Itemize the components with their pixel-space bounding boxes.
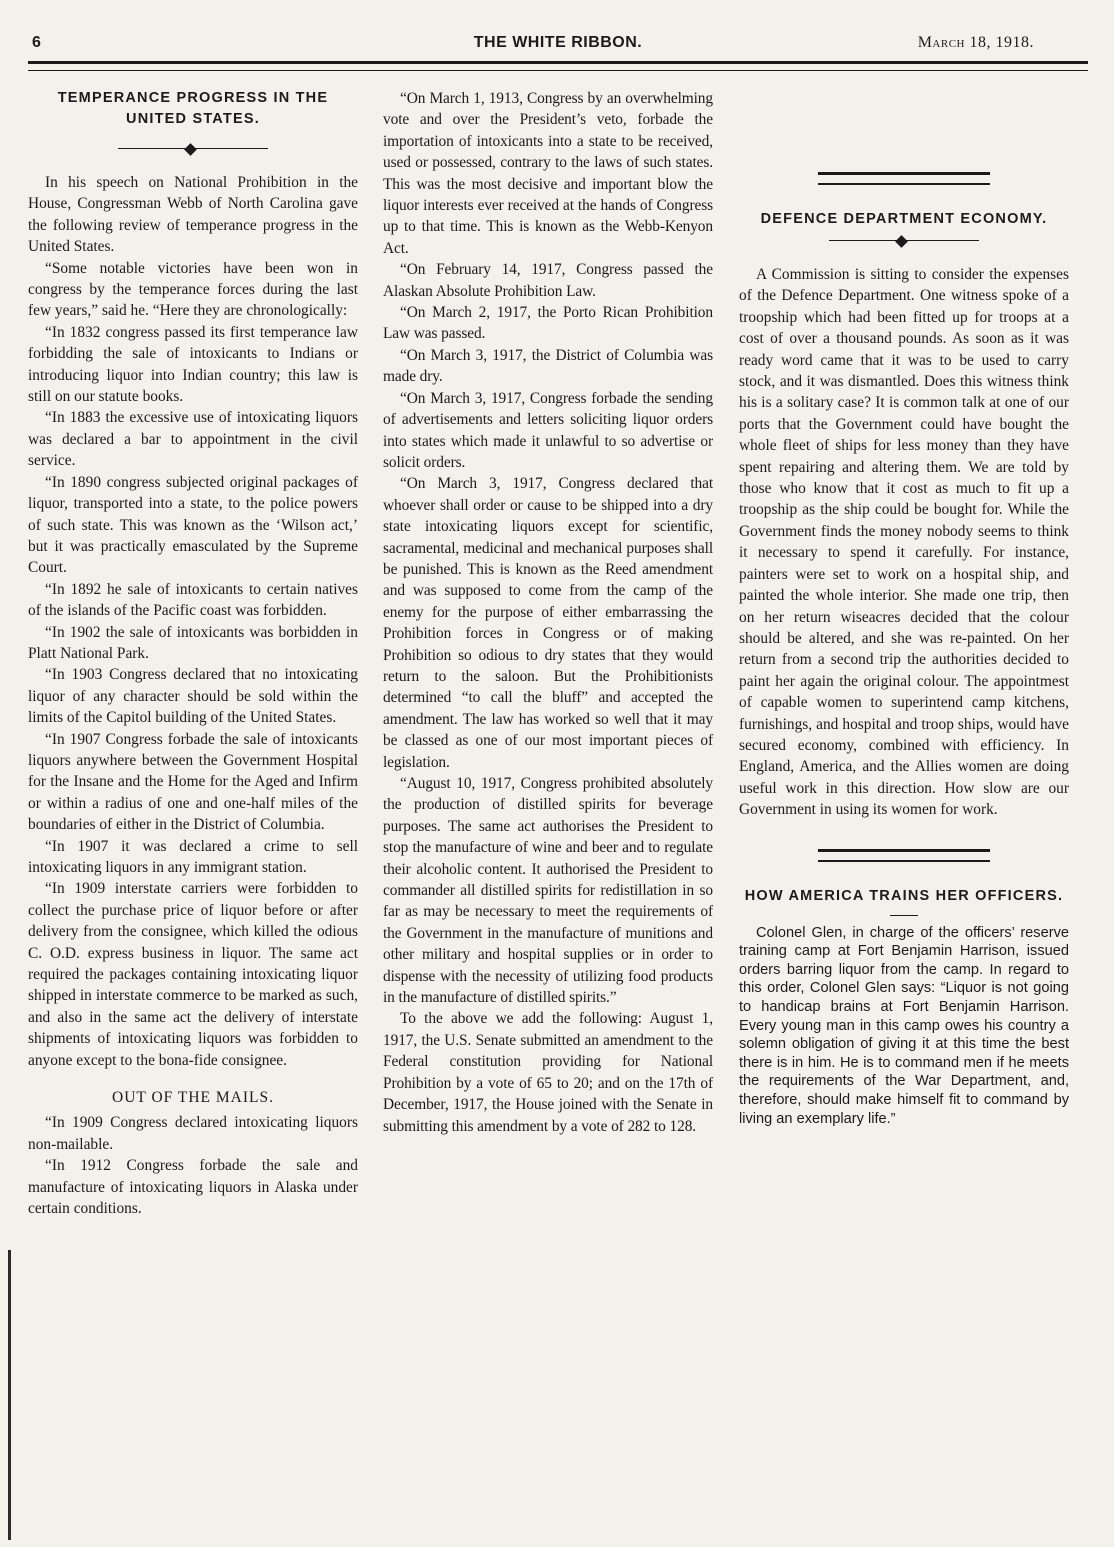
section-separator [818, 849, 990, 862]
paper-name: THE WHITE RIBBON. [473, 34, 643, 51]
column-1 [28, 88, 358, 1220]
paragraph: Colonel Glen, in charge of the officers’ reserve training camp at Fort Benjamin Harrison, issued orders barring liquor from the camp. In regard to this order, Colonel Glen says: “Liquor is not going to handicap brains at Fort Benjamin Harrison. Every young man in this camp owes his country a solemn obligation of giving it at this time the best there is in him. He is to command men if he meets the requirements of the War Department, and, therefore, should make himself fit to command by living an exemplary life.” [739, 924, 1069, 1127]
paragraph: “In 1907 it was declared a crime to sell intoxicating liquors in any immigrant station. [28, 837, 358, 876]
article-title-temperance: TEMPERANCE PROGRESS IN THE UNITED STATES. [57, 90, 329, 127]
paragraph: “In 1909 interstate carriers were forbidden to collect the purchase price of liquor before or after delivery from the consignee, which killed the odious C. O.D. express business in liquor. The same act required the packages containing intoxicating liquor shipped in interstate commerce to be marked as such, and also in the same act the delivery of interstate shipments of intoxicating liquors was forbidden to anyone except to the bona-fide consignee. [28, 880, 358, 1069]
paragraph: “In 1832 congress passed its first temperance law forbidding the sale of intoxicants to Indians or introducing liquor into Indian country; this law is still on our statute books. [28, 323, 358, 406]
paragraph: “On February 14, 1917, Congress passed the Alaskan Absolute Prohibition Law. [383, 261, 713, 300]
paragraph: “On March 3, 1917, the District of Columbia was made dry. [383, 346, 713, 386]
page-edge-mark [8, 1250, 11, 1540]
paragraph: “In 1903 Congress declared that no intoxicating liquor of any character should be sold within the limits of the Capitol building of the United States. [28, 666, 358, 727]
paragraph: “Some notable victories have been won in congress by the temperance forces during the last few years,” said he. “Here they are chronologically: [28, 259, 358, 320]
article-title-defence: DEFENCE DEPARTMENT ECONOMY. [760, 211, 1048, 227]
paragraph: In his speech on National Prohibition in the House, Congressman Webb of North Carolina gave the following review of temperance progress in the United States. [28, 174, 358, 256]
paragraph: To the above we add the following: August 1, 1917, the U.S. Senate submitted an amendment to the Federal constitution providing for National Prohibition by a vote of 65 to 20; and on the 17th of December, 1917, the House joined with the Senate in submitting this amendment by a vote of 282 to 128. [383, 1010, 713, 1135]
article-title-america: HOW AMERICA TRAINS HER OFFICERS. [744, 887, 1064, 904]
paragraph: “On March 1, 1913, Congress by an overwhelming vote and over the President’s veto, forbade the importation of intoxicants into a state to be received, used or possessed, contrary to the laws of such states. This was the most decisive and important blow the liquor interests ever received at the hands of Congress up to that time. This is known as the Webb-Kenyon Act. [383, 90, 713, 257]
masthead [28, 34, 1088, 58]
paragraph: “On March 3, 1917, Congress forbade the sending of advertisements and letters soliciting liquor orders into states which made it unlawful to so advertise or solicit orders. [383, 389, 713, 471]
column-3 [739, 88, 1069, 1128]
paragraph: “On March 3, 1917, Congress declared that whoever shall order or cause to be shipped into a dry state intoxicating liquors except for scientific, sacramental, medicinal and mechanical purposes shall be punished. This is known as the Reed amendment and was supposed to come from the camp of the enemy for the purpose of either embarrassing the Prohibition forces in Congress or of making Prohibition so odious to dry states that they would return to the saloon. But the Prohibitionists determined “to call the bluff” and accepted the amendment. The law has worked so well that it may be classed as one of our most important pieces of legislation. [383, 475, 713, 771]
paragraph: “In 1902 the sale of intoxicants was borbidden in Platt National Park. [28, 623, 358, 662]
issue-date: March 18, 1918. [917, 34, 1034, 51]
title-rule [890, 915, 918, 916]
paragraph: A Commission is sitting to consider the expenses of the Defence Department. One witness spoke of a troopship which had been fitted up for troops at a cost of over a thousand pounds. As soon as it was ready word came that it was to be used to carry stock, and it was dismantled. Does this witness think his is a solitary case? It is common talk at one of our ports that the Government could have bought the whole fleet of ships for less money than they have spent repairing and altering them. We are told by those who know that it cost as much to fit up a troopship as the ship could be bought for. While the Government finds the money nobody seems to think it necessary to spend it carefully. For instance, painters were set to work on a hospital ship, and painted the whole interior. She made one trip, then on her return wiseacres decided that the colour should be altered, and she was re-painted. On her return from a second trip the authorities decided to paint her again the original colour. The appointmest of capable women to superintend camp kitchens, furnishings, and hospital and troop ships, would have secured economy, combined with efficiency. In England, America, and the Allies women are doing useful work in this direction. How slow are our Government in using its women for work. [739, 266, 1069, 819]
paragraph: “In 1907 Congress forbade the sale of intoxicants liquors anywhere between the Government Hospital for the Insane and the Home for the Aged and Infirm or within a radius of one and one-half miles of the boundaries of either in the District of Columbia. [28, 730, 358, 834]
column-2 [383, 88, 713, 1137]
section-separator [818, 172, 990, 185]
paragraph: “In 1912 Congress forbade the sale and manufacture of intoxicating liquors in Alaska under certain conditions. [28, 1157, 358, 1218]
paragraph: “In 1909 Congress declared intoxicating liquors non-mailable. [28, 1114, 358, 1153]
title-ornament [118, 144, 268, 154]
paragraph: “In 1883 the excessive use of intoxicating liquors was declared a bar to appointment in the civil service. [28, 409, 358, 470]
title-ornament [829, 236, 979, 246]
subhead-out-of-the-mails: OUT OF THE MAILS. [112, 1089, 274, 1107]
paragraph: “On March 2, 1917, the Porto Rican Prohibition Law was passed. [383, 304, 713, 343]
page-number: 6 [32, 34, 41, 51]
paragraph: “In 1890 congress subjected original packages of liquor, transported into a state, to the police powers of such state. This was known as the ‘Wilson act,’ but it was practically emasculated by the Supreme Court. [28, 473, 358, 577]
paragraph: “August 10, 1917, Congress prohibited absolutely the production of distilled spirits for beverage purposes. The same act authorises the President to stop the manufacture of wine and beer and to regulate their alcoholic content. It authorised the President to commander all distilled spirits for redistillation in so far as may be necessary to meet the requirements of the Government in the manufacture of munitions and other military and hospital supplies or in order to dispense with the necessity of utilizing food products in the manufacture of distilled spirits.” [383, 775, 713, 1007]
masthead-rule [28, 61, 1088, 71]
paragraph: “In 1892 he sale of intoxicants to certain natives of the islands of the Pacific coast was forbidden. [28, 580, 358, 620]
